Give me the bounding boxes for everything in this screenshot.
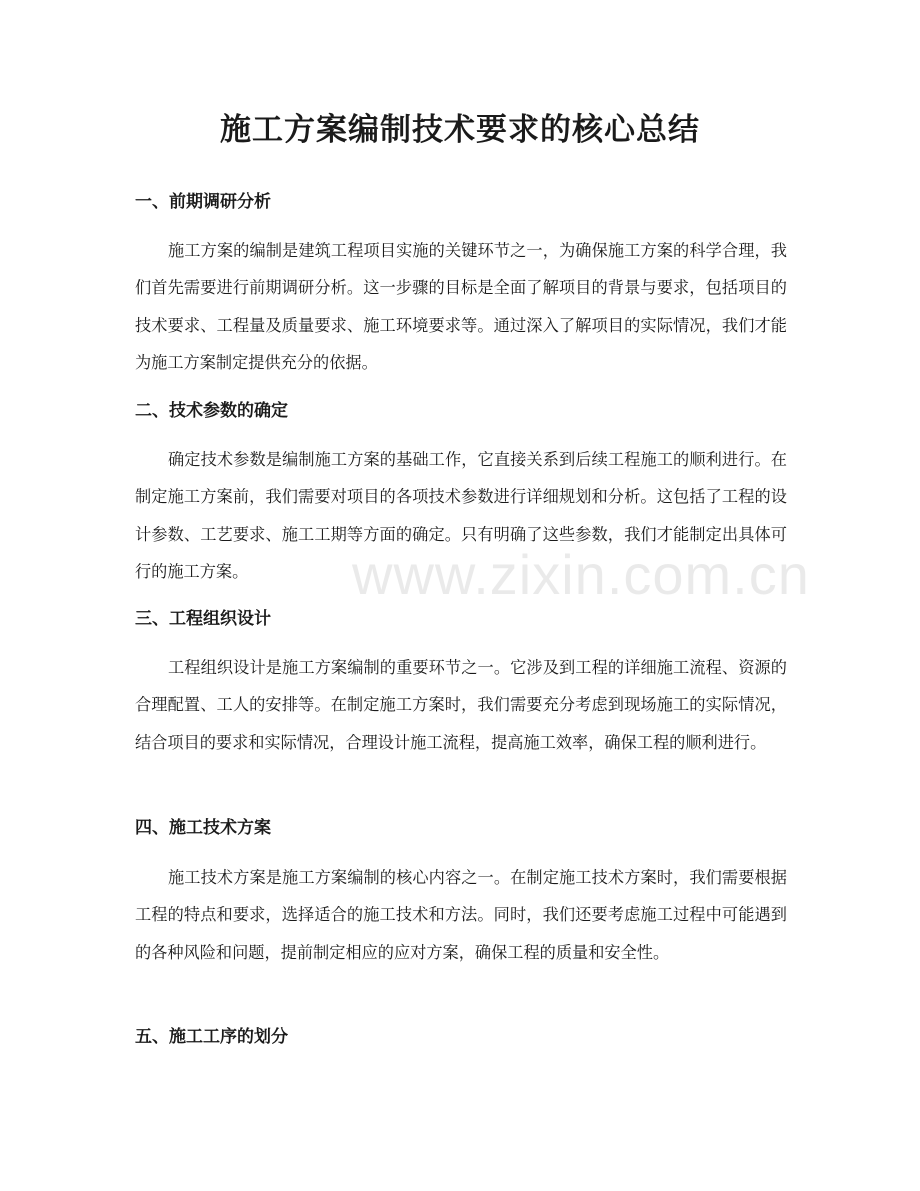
section-heading-5: 五、施工工序的划分 <box>135 1027 288 1047</box>
section-heading-2: 二、技术参数的确定 <box>135 401 288 421</box>
section-heading-3: 三、工程组织设计 <box>135 609 271 629</box>
section-paragraph-2: 确定技术参数是编制施工方案的基础工作，它直接关系到后续工程施工的顺利进行。在制定施工方案前，我们需要对项目的各项技术参数进行详细规划和分析。这包括了工程的设计参数、工艺要求、施工工期等方面的确定。只有明确了这些参数，我们才能制定出具体可行的施工方案。 <box>135 450 787 581</box>
section-paragraph-4: 施工技术方案是施工方案编制的核心内容之一。在制定施工技术方案时，我们需要根据工程的特点和要求，选择适合的施工技术和方法。同时，我们还要考虑施工过程中可能遇到的各种风险和问题，提前制定相应的应对方案，确保工程的质量和安全性。 <box>135 868 787 962</box>
section-paragraph-3: 工程组织设计是施工方案编制的重要环节之一。它涉及到工程的详细施工流程、资源的合理配置、工人的安排等。在制定施工方案时，我们需要充分考虑到现场施工的实际情况，结合项目的要求和实际情况，合理设计施工流程，提高施工效率，确保工程的顺利进行。 <box>135 658 787 752</box>
section-heading-1: 一、前期调研分析 <box>135 192 271 212</box>
watermark-text: www.zixin.com.cn <box>352 543 810 606</box>
section-heading-4: 四、施工技术方案 <box>135 818 271 838</box>
page-title: 施工方案编制技术要求的核心总结 <box>220 112 700 148</box>
section-paragraph-1: 施工方案的编制是建筑工程项目实施的关键环节之一，为确保施工方案的科学合理，我们首先需要进行前期调研分析。这一步骤的目标是全面了解项目的背景与要求，包括项目的技术要求、工程量及质量要求、施工环境要求等。通过深入了解项目的实际情况，我们才能为施工方案制定提供充分的依据。 <box>135 241 787 372</box>
